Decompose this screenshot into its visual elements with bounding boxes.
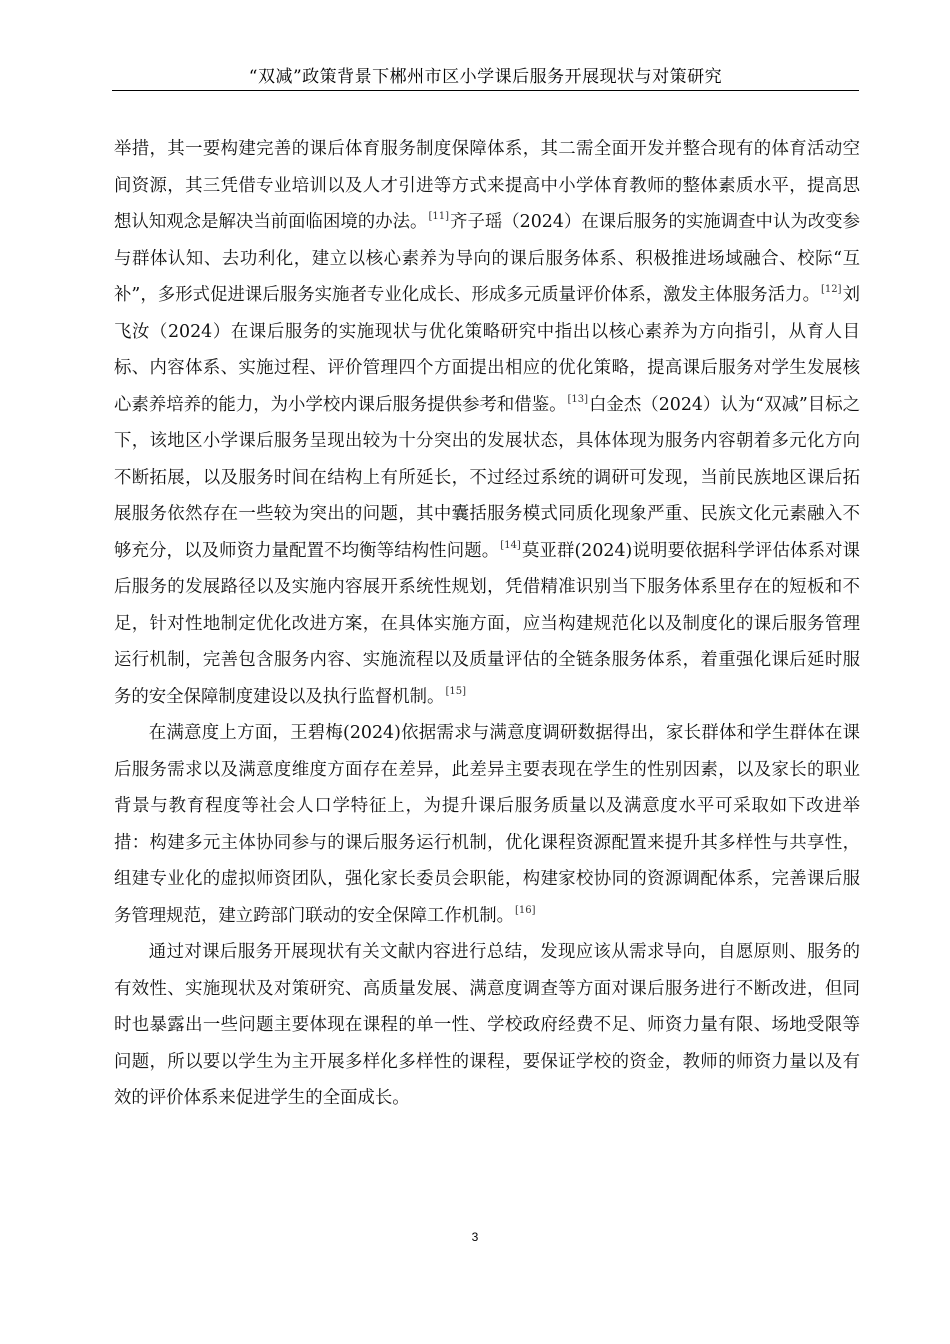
page-number: 3 [471, 1230, 479, 1244]
citation-marker: [16] [515, 904, 536, 916]
paragraph-text: 白金杰（2024）认为“双减”目标之下，该地区小学课后服务呈现出较为十分突出的发展状态，具体体现为服务内容朝着多元化方向不断拓展，以及服务时间在结构上有所延长，不过经过系统的调研可发现，当前民族地区课后拓展服务依然存在一些较为突出的问题，其中囊括服务模式同质化现象严重、民族文化元素融入不够充分，以及师资力量配置不均衡等结构性问题。 [114, 394, 860, 561]
paragraph-text: 刘飞汝（2024）在课后服务的实施现状与优化策略研究中指出以核心素养为方向指引，从育人目标、内容体系、实施过程、评价管理四个方面提出相应的优化策略，提高课后服务对学生发展核心素养培养的能力，为小学校内课后服务提供参考和借鉴。 [114, 285, 860, 415]
paragraph-text: 通过对课后服务开展现状有关文献内容进行总结，发现应该从需求导向，自愿原则、服务的有效性、实施现状及对策研究、高质量发展、满意度调查等方面对课后服务进行不断改进，但同时也暴露出一些问题主要体现在课程的单一性、学校政府经费不足、师资力量有限、场地受限等问题，所以要以学生为主开展多样化多样性的课程，要保证学校的资金，教师的师资力量以及有效的评价体系来促进学生的全面成长。 [114, 942, 860, 1108]
citation-marker: [12] [821, 284, 842, 295]
header-rule [112, 90, 859, 91]
paragraph-text: 莫亚群(2024)说明要依据科学评估体系对课后服务的发展路径以及实施内容展开系统性规划，凭借精准识别当下服务体系里存在的短板和不足，针对性地制定优化改进方案，在具体实施方面，应当构建规范化以及制度化的课后服务管理运行机制，完善包含服务内容、实施流程以及质量评估的全链条服务体系，着重强化课后延时服务的安全保障制度建设以及执行监督机制。 [114, 540, 860, 707]
citation-marker: [15] [445, 685, 466, 697]
running-header: “双减”政策背景下郴州市区小学课后服务开展现状与对策研究 [248, 67, 723, 87]
body-text [114, 131, 860, 1117]
citation-marker: [14] [500, 539, 521, 551]
paragraph-text: 齐子瑶（2024）在课后服务的实施调查中认为改变参与群体认知、去功利化，建立以核心素养为导向的课后服务体系、积极推进场域融合、校际“互补”，多形式促进课后服务实施者专业化成长、形成多元质量评价体系，激发主体服务活力。 [114, 212, 860, 305]
citation-marker: [11] [428, 211, 449, 222]
paragraph-text: 在满意度上方面，王碧梅(2024)依据需求与满意度调研数据得出，家长群体和学生群体在课后服务需求以及满意度维度方面存在差异，此差异主要表现在学生的性别因素，以及家长的职业背景与教育程度等社会人口学特征上，为提升课后服务质量以及满意度水平可采取如下改进举措：构建多元主体协同参与的课后服务运行机制，优化课程资源配置来提升其多样性与共享性，组建专业化的虚拟师资团队，强化家长委员会职能，构建家校协同的资源调配体系，完善课后服务管理规范，建立跨部门联动的安全保障工作机制。 [114, 723, 860, 926]
paragraph-text: 举措，其一要构建完善的课后体育服务制度保障体系，其二需全面开发并整合现有的体育活动空间资源，其三凭借专业培训以及人才引进等方式来提高中小学体育教师的整体素质水平，提高思想认知观念是解决当前面临困境的办法。 [114, 139, 860, 232]
citation-marker: [13] [567, 393, 589, 405]
paragraph [114, 131, 860, 715]
paragraph [114, 715, 860, 934]
paragraph [114, 934, 860, 1117]
